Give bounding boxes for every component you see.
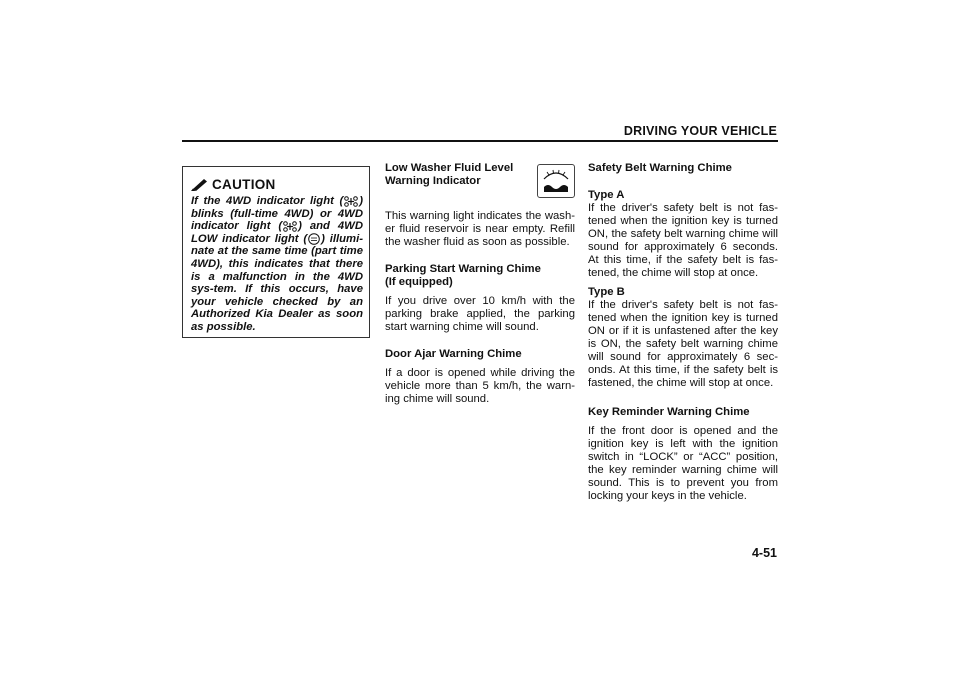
section-header-title: DRIVING YOUR VEHICLE (623, 124, 777, 138)
washer-title-line1: Low Washer Fluid Level (385, 162, 514, 174)
parking-body: If you drive over 10 km/h with the parking brake applied, the parking start warning chime will sound. (385, 295, 575, 333)
washer-title-line2: Warning Indicator (385, 175, 481, 187)
caution-text-part: ) and 4WD LOW indicator light ( (191, 220, 363, 245)
4wd-low-indicator-icon (308, 233, 320, 245)
key-reminder-title: Key Reminder Warning Chime (588, 406, 750, 418)
washer-fluid-icon-frame (537, 164, 575, 198)
caution-text-part: If the 4WD indicator light ( (191, 195, 344, 207)
caution-header (191, 177, 363, 192)
middle-column (385, 162, 575, 406)
right-column (588, 162, 778, 503)
4wd-indicator-icon (344, 196, 358, 207)
washer-body: This warning light indicates the wash-er fluid reservoir is near empty. Refill the washer fluid as soon as possible. (385, 210, 575, 248)
type-b-label: Type B (588, 286, 625, 298)
washer-fluid-icon (538, 165, 574, 197)
door-title: Door Ajar Warning Chime (385, 348, 522, 360)
parking-title-line2: (If equipped) (385, 276, 453, 288)
caution-text-part: ) blinks (full-time 4WD) or 4WD indicator light ( (191, 195, 363, 233)
washer-section (385, 162, 575, 188)
type-a-body: If the driver's safety belt is not fas-tened when the ignition key is turned ON, the safety belt warning chime will sound for approximately 6 seconds. At this time, if the safety belt is fas-tened, the chime will stop at once. (588, 202, 778, 279)
page-number: 4-51 (751, 546, 777, 560)
type-a-label: Type A (588, 189, 625, 201)
type-b-body: If the driver's safety belt is not fas-tened when the ignition key is turned ON or if it is unfastened after the key is ON, the safety belt warning chime will sound for approximately 6 sec-onds. At this time, if the safety belt is fastened, the chime will stop at once. (588, 299, 778, 389)
pencil-icon (191, 178, 208, 191)
4wd-indicator-icon (283, 221, 297, 232)
caution-text-part: ) illumi-nate at the same time (part time 4WD), this indicates that there is a malfunction in the 4WD sys-tem. If this occurs, have your vehicle checked by an Authorized Kia Dealer as soon as possible. (191, 232, 363, 333)
parking-title-line1: Parking Start Warning Chime (385, 263, 541, 275)
header-divider (182, 140, 778, 142)
belt-title: Safety Belt Warning Chime (588, 162, 732, 174)
door-body: If a door is opened while driving the vehicle more than 5 km/h, the warn-ing chime will sound. (385, 367, 575, 405)
caution-box (182, 166, 370, 338)
caution-text (191, 195, 363, 334)
key-reminder-body: If the front door is opened and the ignition key is left with the ignition switch in “LOCK” or “ACC” position, the key reminder warning chime will sound. This is to prevent you from locking your keys in the vehicle. (588, 425, 778, 502)
caution-title: CAUTION (212, 177, 276, 192)
